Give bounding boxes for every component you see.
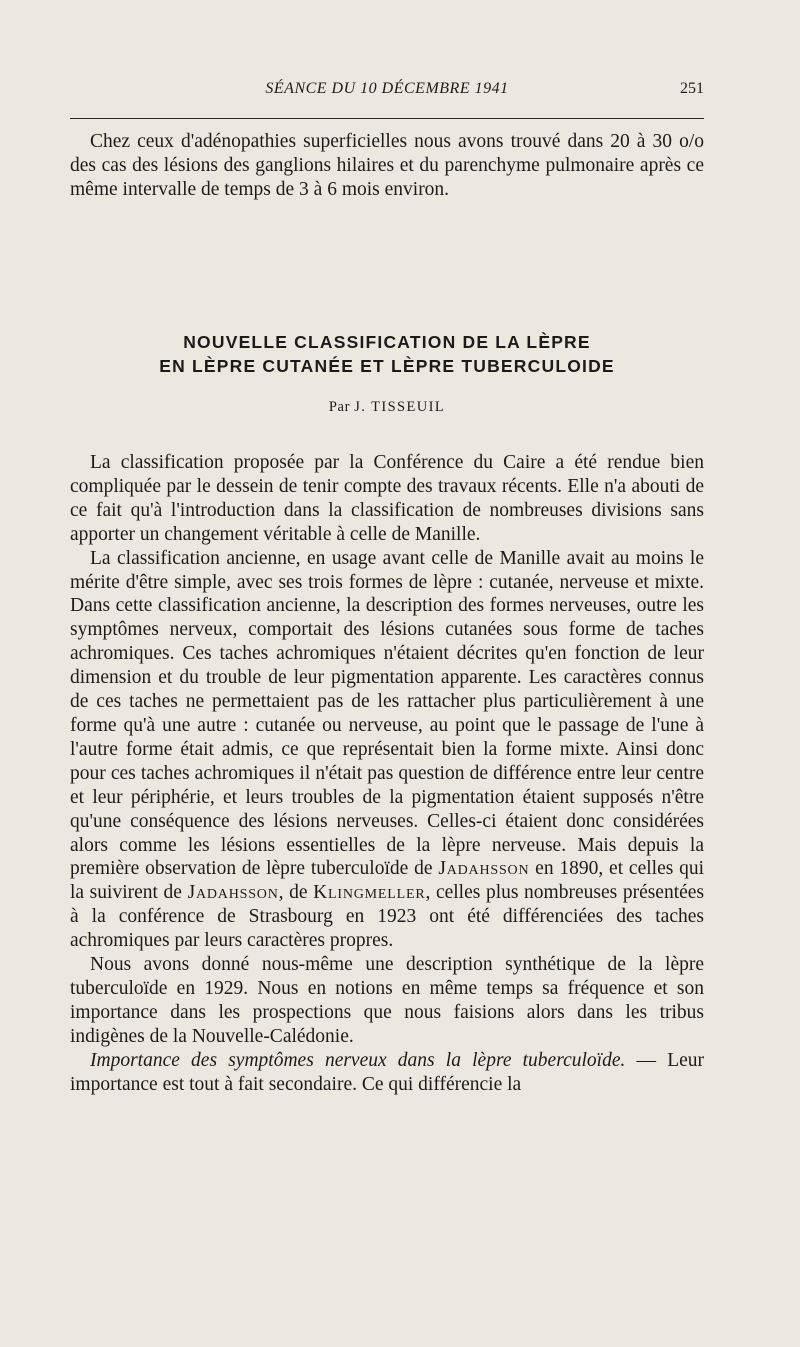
section-lead-italic: Importance des symptômes nerveux dans la lèpre tuberculoïde. bbox=[90, 1049, 626, 1071]
author-citation-klingmeller: Klingmeller bbox=[313, 882, 426, 904]
paragraph-2-part-c: , de bbox=[278, 882, 308, 904]
byline bbox=[70, 399, 704, 416]
paragraph-1: La classification proposée par la Conférence du Caire a été rendue bien compliquée par le dessein de tenir compte des travaux récents. Elle n'a abouti de ce fait qu'à l'introduction dans la classification de nombreuses divisions sans apporter un changement véritable à celle de Manille. bbox=[70, 452, 704, 545]
author-name: J. TISSEUIL bbox=[354, 399, 446, 415]
article-title bbox=[70, 330, 704, 378]
running-head bbox=[70, 80, 704, 102]
intro-section bbox=[70, 130, 704, 202]
intro-paragraph: Chez ceux d'adénopathies superficielles nous avons trouvé dans 20 à 30 o/o des cas des lésions des ganglions hilaires et du parenchyme pulmonaire après ce même intervalle de temps de 3 à 6 mois environ. bbox=[70, 131, 704, 200]
page-number: 251 bbox=[680, 80, 704, 97]
header-rule bbox=[70, 118, 704, 119]
article-title-line-2: EN LÈPRE CUTANÉE ET LÈPRE TUBERCULOIDE bbox=[159, 356, 615, 376]
running-title: SÉANCE DU 10 DÉCEMBRE 1941 bbox=[265, 80, 509, 97]
paragraph-4 bbox=[70, 1049, 704, 1097]
paragraph-2-part-a: La classification ancienne, en usage avant celle de Manille avait au moins le mérite d'être simple, avec ses trois formes de lèpre : cutanée, nerveuse et mixte. Dans cette classification ancienne, la description des formes nerveuses, outre les symptômes nerveux, comportait des lésions cutanées sous forme de taches achromiques. Ces taches achromiques n'étaient décrites qu'en fonction de leur dimension et du trouble de leur pigmentation apparente. Les caractères connus de ces taches ne permettaient pas de les rattacher plus particulièrement à une forme qu'à une autre : cutanée ou nerveuse, au point que le passage de l'une à l'autre forme était admis, ce que représentait bien la forme mixte. Ainsi donc pour ces taches achromiques il n'était pas question de différence entre leur centre et leur périphérie, et leurs troubles de la pigmentation étaient supposés n'être qu'une conséquence des lésions nerveuses. Celles-ci étaient donc considérées alors comme les lésions essentielles de la lèpre nerveuse. Mais depuis la première observation de lèpre tuberculoïde de bbox=[70, 547, 704, 880]
article-title-line-1: NOUVELLE CLASSIFICATION DE LA LÈPRE bbox=[183, 332, 591, 352]
paragraph-4-text: — Leur importance est tout à fait secondaire. Ce qui différencie la bbox=[70, 1049, 705, 1095]
paragraph-2-part-d: , celles plus nombreuses présentées à la conférence de Strasbourg en 1923 ont été différenciées des taches achromiques par leurs caractères propres. bbox=[70, 882, 705, 952]
author-citation-jadahsson: Jadahsson bbox=[438, 858, 530, 880]
paragraph-3: Nous avons donné nous-même une description synthétique de la lèpre tuberculoïde en 1929. Nous en notions en même temps sa fréquence et son importance dans les prospections que nous faisions alors dans les tribus indigènes de la Nouvelle-Calédonie. bbox=[70, 954, 704, 1047]
byline-prefix: Par bbox=[328, 399, 351, 415]
paragraph-2 bbox=[70, 547, 704, 953]
paragraph-2-part-b: en 1890, et celles qui la suivirent de bbox=[70, 858, 705, 904]
article-body bbox=[70, 451, 704, 1096]
author-citation-jadahsson-2: Jadahsson bbox=[187, 882, 279, 904]
